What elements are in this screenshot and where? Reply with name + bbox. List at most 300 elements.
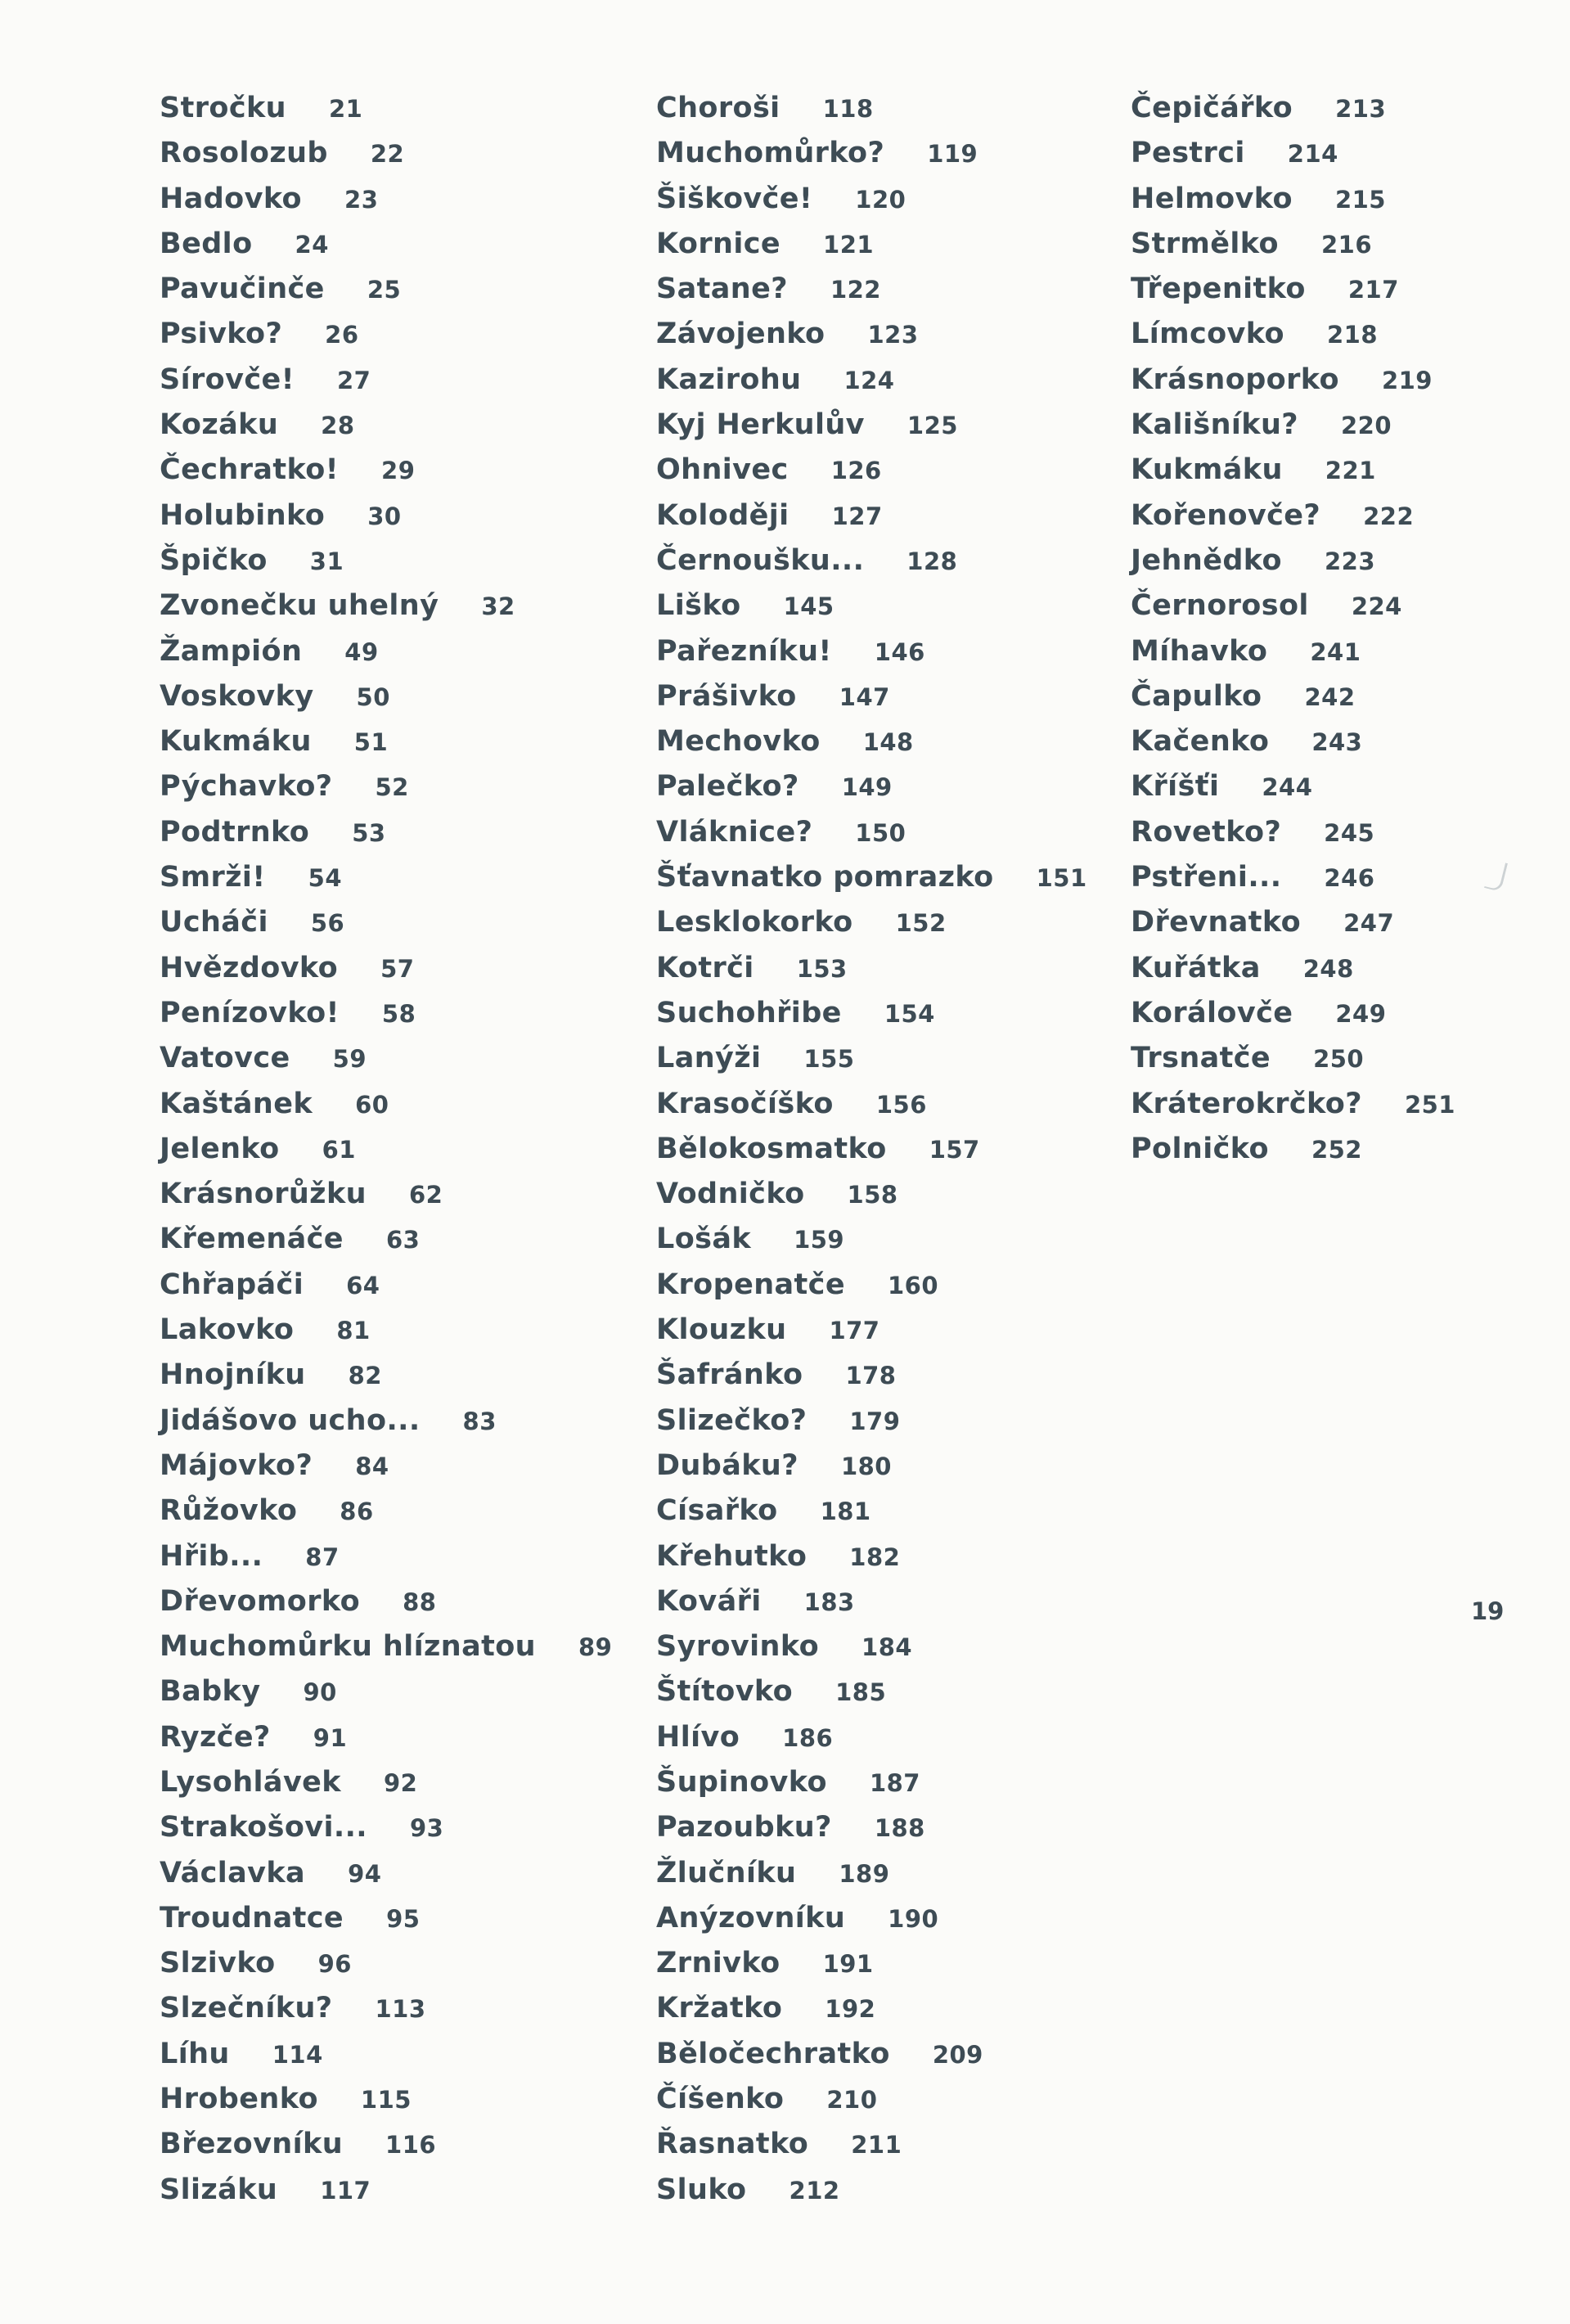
entry-title: Zrnivko [656, 1947, 781, 1980]
index-entry [1131, 538, 1455, 583]
entry-title: Lysohlávek [160, 1765, 341, 1799]
index-entry [656, 1624, 1087, 1669]
entry-page-number: 57 [380, 954, 415, 983]
index-entry [656, 1036, 1087, 1081]
entry-page-number: 150 [855, 818, 906, 847]
index-column-1 [160, 86, 612, 2213]
index-entry [160, 1217, 612, 1262]
entry-page-number: 177 [829, 1317, 880, 1345]
entry-page-number: 152 [895, 909, 947, 938]
index-entry [1131, 312, 1455, 357]
entry-page-number: 184 [861, 1633, 913, 1662]
entry-page-number: 220 [1340, 412, 1392, 440]
entry-title: Korálovče [1131, 996, 1293, 1029]
index-entry [160, 719, 612, 764]
index-entry [656, 1896, 1087, 1941]
entry-page-number: 118 [822, 95, 874, 123]
entry-title: Hrobenko [160, 2083, 318, 2116]
index-entry [160, 177, 612, 222]
entry-title: Slzečníku? [160, 1992, 333, 2025]
index-entry [656, 1127, 1087, 1172]
entry-page-number: 153 [796, 954, 848, 983]
entry-title: Muchomůrko? [656, 137, 885, 170]
index-entry [656, 131, 1087, 176]
entry-page-number: 221 [1325, 457, 1376, 485]
index-entry [656, 1489, 1087, 1534]
entry-page-number: 86 [340, 1498, 374, 1526]
entry-page-number: 244 [1262, 773, 1313, 802]
index-entry [1131, 583, 1455, 628]
entry-title: Límcovko [1131, 318, 1284, 351]
entry-page-number: 212 [789, 2176, 840, 2205]
entry-title: Jehnědko [1131, 543, 1282, 577]
page-number: 19 [1471, 1597, 1505, 1625]
entry-page-number: 148 [862, 728, 914, 757]
index-entry [656, 2077, 1087, 2122]
entry-page-number: 224 [1351, 592, 1402, 621]
entry-page-number: 216 [1321, 230, 1373, 259]
entry-title: Líhu [160, 2037, 230, 2070]
index-entry [160, 674, 612, 719]
index-entry [160, 2032, 612, 2077]
entry-page-number: 81 [336, 1317, 371, 1345]
entry-title: Kukmáku [160, 725, 312, 759]
entry-page-number: 246 [1324, 864, 1375, 893]
index-entry [1131, 719, 1455, 764]
entry-title: Kukmáku [1131, 453, 1283, 487]
index-entry [1131, 177, 1455, 222]
index-entry [160, 1579, 612, 1624]
index-entry [656, 1669, 1087, 1714]
entry-page-number: 89 [578, 1633, 613, 1662]
entry-page-number: 28 [321, 412, 355, 440]
index-entry [160, 1986, 612, 2031]
entry-title: Krasočíško [656, 1087, 834, 1120]
entry-title: Dřevnatko [1131, 906, 1302, 939]
entry-page-number: 84 [355, 1452, 389, 1480]
entry-title: Penízovko! [160, 996, 340, 1029]
index-entry [656, 1082, 1087, 1127]
index-entry [1131, 855, 1455, 900]
entry-title: Kropenatče [656, 1268, 845, 1301]
entry-title: Růžovko [160, 1494, 298, 1528]
index-entry [656, 177, 1087, 222]
index-entry [656, 1443, 1087, 1489]
entry-title: Křemenáče [160, 1223, 344, 1256]
entry-title: Rovetko? [1131, 815, 1282, 849]
entry-page-number: 242 [1304, 682, 1356, 711]
entry-title: Pavučinče [160, 272, 325, 306]
entry-title: Kráterokrčko? [1131, 1087, 1362, 1120]
entry-page-number: 82 [348, 1362, 382, 1390]
entry-title: Kyj Herkulův [656, 408, 865, 442]
entry-title: Lakovko [160, 1313, 295, 1347]
entry-title: Satane? [656, 272, 788, 306]
index-entry [656, 1715, 1087, 1760]
entry-title: Vatovce [160, 1042, 290, 1075]
index-entry [656, 946, 1087, 991]
entry-page-number: 62 [408, 1181, 443, 1209]
entry-title: Sírovče! [160, 363, 295, 396]
entry-page-number: 156 [875, 1090, 927, 1119]
entry-title: Vláknice? [656, 815, 813, 849]
index-entry [656, 1534, 1087, 1579]
entry-page-number: 149 [841, 773, 893, 802]
entry-title: Pařezníku! [656, 634, 832, 668]
entry-page-number: 27 [336, 366, 371, 394]
entry-page-number: 63 [385, 1226, 421, 1254]
entry-page-number: 158 [847, 1181, 898, 1209]
entry-page-number: 29 [381, 457, 416, 485]
entry-title: Krásnoporko [1131, 363, 1339, 396]
entry-page-number: 93 [409, 1814, 444, 1843]
entry-title: Hnojníku [160, 1358, 306, 1392]
entry-title: Žampión [160, 634, 303, 668]
entry-title: Psivko? [160, 318, 283, 351]
entry-page-number: 214 [1287, 140, 1338, 169]
index-entry [656, 222, 1087, 267]
index-entry [656, 358, 1087, 403]
entry-page-number: 180 [840, 1452, 892, 1480]
entry-title: Jelenko [160, 1132, 280, 1165]
entry-page-number: 217 [1347, 276, 1399, 304]
entry-page-number: 25 [367, 276, 402, 304]
entry-page-number: 92 [383, 1768, 418, 1797]
entry-title: Václavka [160, 1856, 306, 1889]
index-entry [656, 2168, 1087, 2213]
entry-page-number: 31 [309, 547, 344, 575]
index-entry [1131, 403, 1455, 448]
entry-title: Kačenko [1131, 725, 1270, 759]
index-entry [160, 1760, 612, 1805]
entry-title: Čechratko! [160, 453, 340, 487]
index-entry [160, 1172, 612, 1217]
entry-page-number: 245 [1324, 818, 1375, 847]
entry-page-number: 124 [843, 366, 895, 394]
entry-page-number: 154 [884, 999, 935, 1028]
index-entry [656, 855, 1087, 900]
index-entry [656, 1805, 1087, 1850]
index-entry [656, 719, 1087, 764]
entry-title: Černorosol [1131, 589, 1309, 623]
index-entry [656, 448, 1087, 493]
entry-title: Číšenko [656, 2083, 785, 2116]
entry-title: Kornice [656, 227, 781, 260]
entry-page-number: 54 [308, 864, 343, 893]
entry-title: Palečko? [656, 770, 799, 804]
entry-page-number: 146 [874, 637, 925, 666]
entry-page-number: 209 [932, 2040, 983, 2069]
entry-title: Suchohřibe [656, 996, 842, 1029]
entry-page-number: 49 [344, 637, 379, 666]
index-entry [656, 1941, 1087, 1986]
entry-page-number: 96 [317, 1950, 352, 1979]
entry-page-number: 182 [849, 1543, 901, 1571]
entry-page-number: 187 [869, 1768, 920, 1797]
entry-title: Pstřeni... [1131, 861, 1282, 894]
entry-title: Kováři [656, 1584, 762, 1618]
entry-title: Křehutko [656, 1539, 807, 1573]
entry-page-number: 83 [462, 1407, 497, 1435]
entry-title: Smrži! [160, 861, 266, 894]
entry-page-number: 56 [310, 909, 345, 938]
index-entry [160, 131, 612, 176]
index-entry [1131, 900, 1455, 945]
entry-page-number: 58 [381, 999, 416, 1028]
index-entry [160, 1534, 612, 1579]
index-entry [160, 991, 612, 1036]
index-entry [656, 1308, 1087, 1353]
entry-title: Kříšťi [1131, 770, 1220, 804]
entry-page-number: 192 [825, 1995, 876, 2024]
index-entry [160, 1353, 612, 1398]
index-entry [160, 1082, 612, 1127]
entry-page-number: 251 [1404, 1090, 1455, 1119]
entry-title: Hlívo [656, 1720, 740, 1754]
entry-title: Syrovinko [656, 1630, 820, 1664]
entry-title: Šafránko [656, 1358, 803, 1392]
entry-page-number: 189 [839, 1859, 890, 1888]
entry-page-number: 188 [874, 1814, 925, 1843]
index-entry [656, 2032, 1087, 2077]
entry-page-number: 252 [1311, 1135, 1362, 1164]
entry-title: Mechovko [656, 725, 821, 759]
entry-page-number: 160 [887, 1271, 939, 1299]
index-entry [160, 1896, 612, 1941]
index-entry [656, 1986, 1087, 2031]
entry-title: Černoušku... [656, 543, 865, 577]
entry-title: Slzivko [160, 1947, 276, 1980]
entry-page-number: 190 [888, 1904, 939, 1933]
entry-page-number: 179 [849, 1407, 901, 1435]
entry-title: Polničko [1131, 1132, 1269, 1165]
entry-title: Běločechratko [656, 2037, 890, 2070]
index-entry [160, 2077, 612, 2122]
index-entry [1131, 448, 1455, 493]
index-entry [160, 1489, 612, 1534]
index-entry [1131, 222, 1455, 267]
entry-title: Kuřátka [1131, 951, 1261, 984]
index-entry [656, 493, 1087, 538]
index-entry [160, 1805, 612, 1850]
entry-page-number: 181 [820, 1498, 871, 1526]
entry-page-number: 113 [375, 1995, 426, 2024]
entry-title: Chřapáči [160, 1268, 304, 1301]
entry-page-number: 90 [303, 1678, 337, 1707]
index-entry [160, 583, 612, 628]
entry-page-number: 117 [320, 2176, 371, 2205]
entry-title: Choroši [656, 92, 781, 124]
entry-page-number: 145 [783, 592, 834, 621]
entry-page-number: 119 [927, 140, 978, 169]
entry-title: Vodničko [656, 1178, 805, 1211]
entry-page-number: 219 [1381, 366, 1433, 394]
entry-page-number: 125 [906, 412, 958, 440]
entry-title: Dřevomorko [160, 1584, 361, 1618]
entry-title: Slizáku [160, 2173, 278, 2206]
entry-page-number: 186 [782, 1723, 834, 1752]
entry-page-number: 191 [822, 1950, 874, 1979]
entry-title: Lesklokorko [656, 906, 853, 939]
index-entry [656, 991, 1087, 1036]
entry-page-number: 24 [295, 230, 329, 259]
entry-title: Řasnatko [656, 2128, 809, 2161]
entry-title: Zvonečku uhelný [160, 589, 439, 623]
entry-title: Lošák [656, 1223, 752, 1256]
index-entry [160, 222, 612, 267]
index-entry [160, 900, 612, 945]
index-entry [656, 1579, 1087, 1624]
entry-title: Stročku [160, 92, 286, 124]
entry-page-number: 53 [352, 818, 386, 847]
index-entry [656, 403, 1087, 448]
index-entry [656, 538, 1087, 583]
entry-page-number: 249 [1335, 999, 1387, 1028]
entry-page-number: 241 [1310, 637, 1361, 666]
entry-title: Čapulko [1131, 679, 1262, 713]
entry-page-number: 21 [329, 95, 363, 123]
index-entry [656, 900, 1087, 945]
entry-page-number: 22 [370, 140, 405, 169]
entry-page-number: 123 [867, 321, 919, 349]
entry-page-number: 248 [1302, 954, 1354, 983]
index-entry [160, 1036, 612, 1081]
index-entry [1131, 991, 1455, 1036]
entry-title: Trsnatče [1131, 1042, 1271, 1075]
index-entry [656, 86, 1087, 131]
index-entry [160, 1308, 612, 1353]
entry-page-number: 23 [344, 185, 379, 214]
entry-title: Koloději [656, 498, 789, 532]
entry-title: Míhavko [1131, 634, 1268, 668]
entry-title: Kržatko [656, 1992, 783, 2025]
index-entry [1131, 629, 1455, 674]
entry-title: Štítovko [656, 1675, 794, 1709]
entry-page-number: 185 [835, 1678, 887, 1707]
entry-page-number: 91 [313, 1723, 348, 1752]
entry-title: Strmělko [1131, 227, 1279, 260]
entry-title: Pýchavko? [160, 770, 333, 804]
entry-page-number: 50 [356, 682, 390, 711]
index-entry [1131, 493, 1455, 538]
entry-page-number: 211 [851, 2131, 902, 2160]
index-entry [160, 1715, 612, 1760]
entry-title: Rosolozub [160, 137, 328, 170]
index-entry [656, 1851, 1087, 1896]
entry-page-number: 223 [1324, 547, 1376, 575]
scan-artifact [1484, 859, 1508, 892]
index-entry [656, 1353, 1087, 1398]
entry-page-number: 115 [360, 2086, 412, 2115]
entry-title: Lanýži [656, 1042, 762, 1075]
entry-title: Ucháči [160, 906, 268, 939]
index-entry [1131, 946, 1455, 991]
index-entry [160, 448, 612, 493]
entry-title: Šupinovko [656, 1765, 827, 1799]
entry-page-number: 52 [375, 773, 409, 802]
entry-title: Kališníku? [1131, 408, 1298, 442]
index-entry [1131, 1036, 1455, 1081]
index-entry [160, 2168, 612, 2213]
index-entry [1131, 674, 1455, 719]
index-entry [1131, 267, 1455, 312]
entry-page-number: 122 [830, 276, 881, 304]
entry-title: Babky [160, 1675, 261, 1709]
entry-page-number: 183 [803, 1588, 855, 1616]
entry-page-number: 247 [1343, 909, 1395, 938]
index-entry [1131, 764, 1455, 809]
index-entry [656, 810, 1087, 855]
entry-page-number: 59 [332, 1045, 367, 1074]
entry-page-number: 116 [385, 2131, 437, 2160]
entry-title: Dubáku? [656, 1448, 798, 1482]
entry-page-number: 121 [823, 230, 875, 259]
entry-page-number: 26 [325, 321, 359, 349]
entry-page-number: 215 [1334, 185, 1386, 214]
index-entry [656, 629, 1087, 674]
entry-title: Hadovko [160, 182, 303, 215]
index-entry [656, 1172, 1087, 1217]
index-entry [160, 855, 612, 900]
entry-title: Šťavnatko pomrazko [656, 861, 994, 894]
index-entry [160, 2122, 612, 2167]
index-entry [160, 1443, 612, 1489]
entry-page-number: 127 [831, 502, 883, 530]
entry-page-number: 250 [1313, 1045, 1365, 1074]
entry-page-number: 87 [305, 1543, 340, 1571]
index-entry [1131, 131, 1455, 176]
entry-title: Sluko [656, 2173, 747, 2206]
index-entry [160, 946, 612, 991]
entry-page-number: 222 [1363, 502, 1415, 530]
index-entry [160, 538, 612, 583]
entry-title: Liško [656, 589, 741, 623]
entry-page-number: 151 [1036, 864, 1087, 893]
index-entry [656, 312, 1087, 357]
index-entry [656, 267, 1087, 312]
entry-page-number: 95 [386, 1904, 421, 1933]
entry-title: Čepičářko [1131, 92, 1293, 124]
index-entry [160, 403, 612, 448]
entry-page-number: 60 [355, 1090, 389, 1119]
entry-title: Závojenko [656, 318, 825, 351]
entry-page-number: 210 [826, 2086, 878, 2115]
entry-page-number: 155 [803, 1045, 855, 1074]
index-entry [160, 1624, 612, 1669]
entry-page-number: 51 [353, 728, 389, 757]
entry-page-number: 114 [272, 2040, 323, 2069]
entry-title: Holubinko [160, 498, 326, 532]
entry-title: Kazirohu [656, 363, 802, 396]
index-entry [656, 1263, 1087, 1308]
entry-title: Májovko? [160, 1448, 313, 1482]
entry-title: Helmovko [1131, 182, 1293, 215]
index-entry [160, 267, 612, 312]
index-entry [160, 1669, 612, 1714]
entry-title: Žlučníku [656, 1856, 797, 1889]
entry-title: Bedlo [160, 227, 253, 260]
index-entry [1131, 810, 1455, 855]
entry-title: Císařko [656, 1494, 778, 1528]
entry-page-number: 243 [1311, 728, 1363, 757]
entry-title: Podtrnko [160, 815, 310, 849]
entry-title: Krásnorůžku [160, 1178, 367, 1211]
index-entry [656, 764, 1087, 809]
entry-page-number: 126 [830, 457, 882, 485]
entry-page-number: 94 [348, 1859, 382, 1888]
index-entry [1131, 1082, 1455, 1127]
entry-title: Voskovky [160, 679, 314, 713]
